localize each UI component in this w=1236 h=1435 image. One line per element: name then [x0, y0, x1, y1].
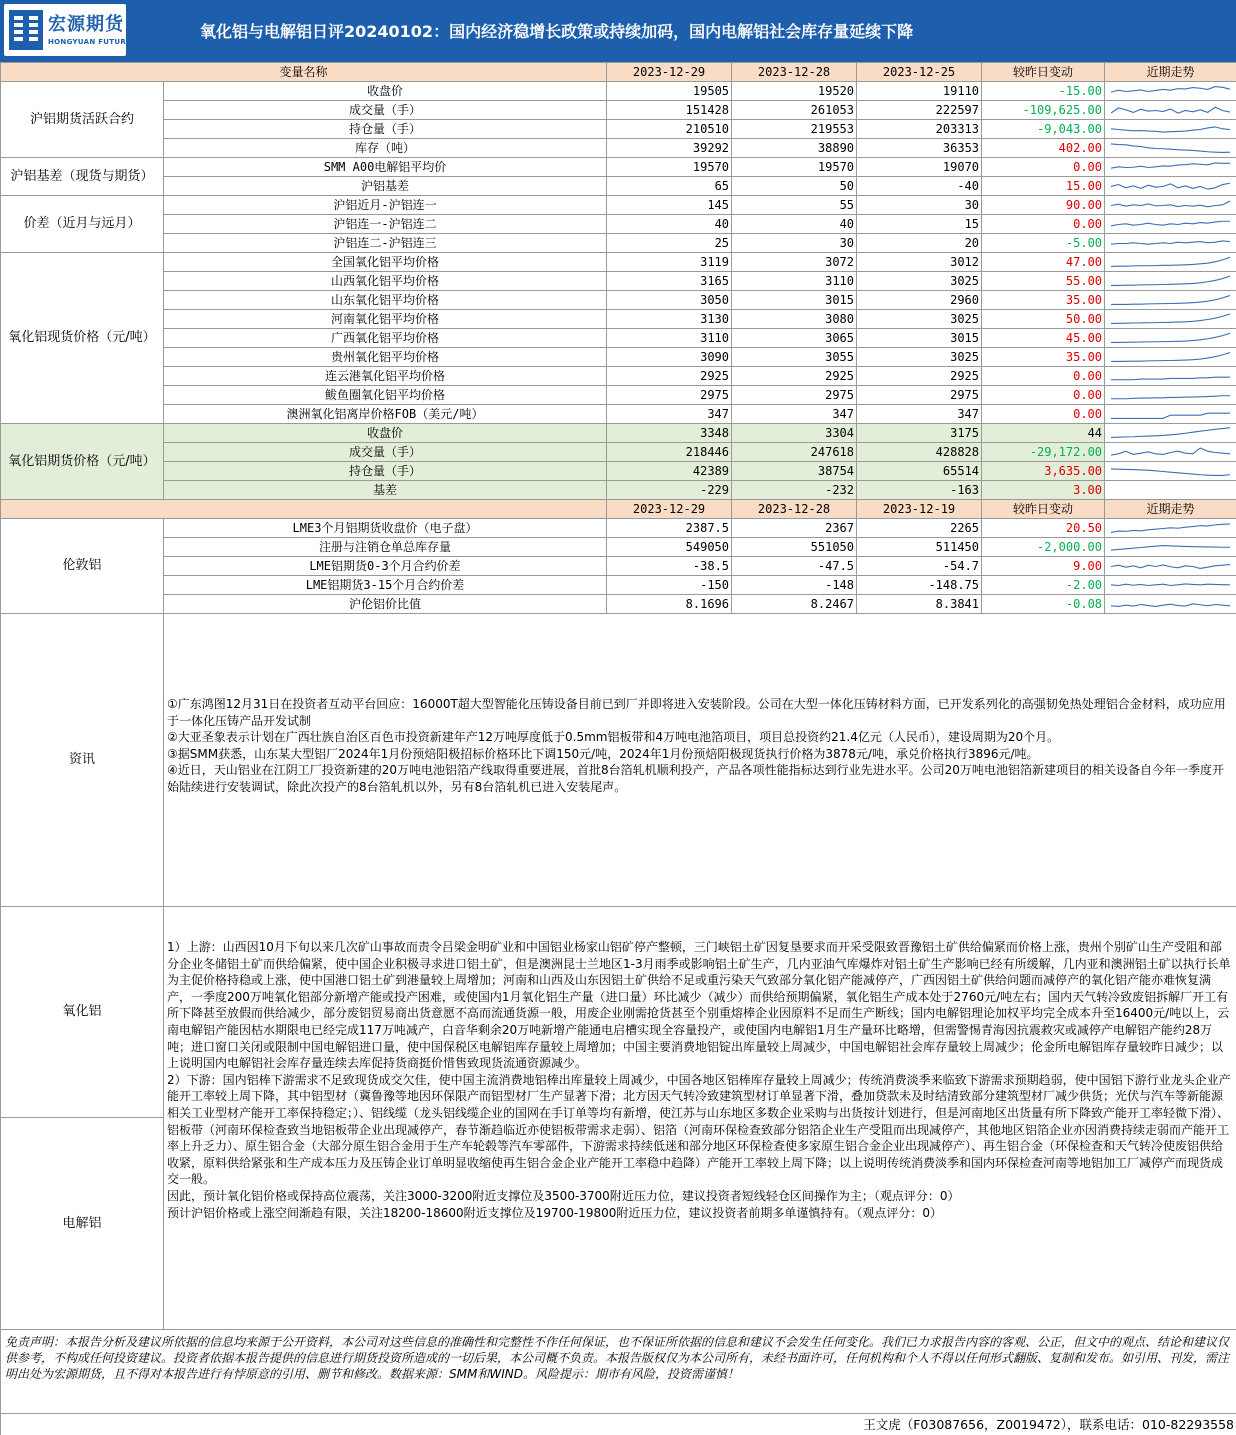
header-variable-name [1, 500, 607, 519]
alumina-analysis [164, 907, 1236, 1330]
trend-sparkline [1105, 481, 1236, 500]
sparkline-chart [1111, 102, 1230, 119]
value-date-3: -54.7 [857, 557, 982, 576]
daily-change: 20.50 [982, 519, 1105, 538]
variable-name: 河南氧化铝平均价格 [164, 310, 607, 329]
table-row [1, 386, 1236, 405]
daily-change: -0.08 [982, 595, 1105, 614]
daily-change: -15.00 [982, 82, 1105, 101]
sparkline-line [1111, 447, 1230, 454]
sparkline-chart [1111, 444, 1230, 461]
alumina-label: 氧化铝 [1, 907, 164, 1118]
daily-change: 15.00 [982, 177, 1105, 196]
value-date-2: 3055 [732, 348, 857, 367]
value-date-2: 261053 [732, 101, 857, 120]
sparkline-line [1111, 583, 1230, 585]
variable-name: 收盘价 [164, 424, 607, 443]
value-date-2: 55 [732, 196, 857, 215]
sparkline-chart [1111, 311, 1230, 328]
value-date-3: 20 [857, 234, 982, 253]
value-date-3: 3175 [857, 424, 982, 443]
trend-sparkline [1105, 367, 1236, 386]
variable-name: 库存（吨） [164, 139, 607, 158]
value-date-2: 50 [732, 177, 857, 196]
header-variable-name: 变量名称 [1, 63, 607, 82]
value-date-1: 3130 [607, 310, 732, 329]
header-date-2: 2023-12-28 [732, 63, 857, 82]
sparkline-line [1111, 276, 1230, 285]
trend-sparkline [1105, 348, 1236, 367]
sparkline-line [1111, 86, 1230, 92]
value-date-3: 36353 [857, 139, 982, 158]
variable-name: 沪铝基差 [164, 177, 607, 196]
sparkline-line [1111, 240, 1230, 243]
sparkline-line [1111, 395, 1230, 398]
variable-name: 广西氧化铝平均价格 [164, 329, 607, 348]
variable-name: 收盘价 [164, 82, 607, 101]
value-date-1: 2975 [607, 386, 732, 405]
variable-name: 成交量（手） [164, 443, 607, 462]
news-label: 资讯 [1, 614, 164, 907]
alumina-analysis-row [1, 907, 1236, 1118]
table-row [1, 348, 1236, 367]
value-date-3: 2975 [857, 386, 982, 405]
trend-sparkline [1105, 253, 1236, 272]
trend-sparkline [1105, 196, 1236, 215]
row-category: 价差（近月与远月） [1, 196, 164, 253]
header-date-3: 2023-12-19 [857, 500, 982, 519]
variable-name: 全国氧化铝平均价格 [164, 253, 607, 272]
table-row [1, 405, 1236, 424]
daily-change: 50.00 [982, 310, 1105, 329]
header-date-2: 2023-12-28 [732, 500, 857, 519]
table-row [1, 557, 1236, 576]
value-date-2: 219553 [732, 120, 857, 139]
header-recent-trend: 近期走势 [1105, 500, 1236, 519]
header-date-1: 2023-12-29 [607, 63, 732, 82]
value-date-2: 30 [732, 234, 857, 253]
column-header-row [1, 500, 1236, 519]
daily-change: 35.00 [982, 348, 1105, 367]
variable-name: 山西氧化铝平均价格 [164, 272, 607, 291]
sparkline-chart [1111, 159, 1230, 176]
table-row [1, 120, 1236, 139]
value-date-1: 347 [607, 405, 732, 424]
trend-sparkline [1105, 215, 1236, 234]
table-row [1, 443, 1236, 462]
table-row [1, 139, 1236, 158]
daily-change: -9,043.00 [982, 120, 1105, 139]
analysis-paragraph: 1）上游：山西因10月下旬以来几次矿山事故而责令吕梁金明矿业和中国铝业杨家山铝矿停产整顿，三门峡铝土矿因复垦要求而开采受限致晋豫铝土矿供给偏紧而价格上涨，贵州个别矿山生产受阻和部分企业冬储铝土矿而供给偏紧，使中国企业积极寻求进口铝土矿，但是澳洲昆士兰地区1-3月雨季或影响铝土矿生产，几内亚油气库爆炸对铝土矿生产影响已经有所缓解，几内亚和澳洲铝土矿以执行长单为主促价格持稳或上涨，使中国港口铝土矿到港量较上周增加；河南和山西及山东因铝土矿供给不足或重污染天气致部分氧化铝产能减停产，广西因铝土矿供给问题而减停产的氧化铝产能亦难恢复满产，一季度200万吨氧化铝部分新增产能或投产困难，或使国内1月氧化铝生产量（进口量）环比减少（减少）而供给预期偏紧，氧化铝生产成本处于2760元/吨左右；国内天气转冷致废铝拆解厂开工有所下降甚至放假而供给减少，部分废铝贸易商出货意愿不高而流通货源一般，用废企业刚需抢货甚至个别重熔棒企业因原料不足而生产断线；国内电解铝理论加权平均完全成本升至16400元/吨以上，云南电解铝产能因枯水期限电已经完成117万吨减产，白音华剩余20万吨新增产能通电启槽实现全容量投产，或使国内电解铝1月生产量环比略增，但需警惕青海因抗震救灾或减停产电解铝产能约28万吨；进口窗口关闭或限制中国电解铝进口量，使中国保税区电解铝库存量较上周增加；中国主要消费地铝锭出库量较上周减少，中国电解铝社会库存量较上周减少；伦金所电解铝库存量较昨日减少；以上说明国内电解铝社会库存量连续去库促持货商挺价惜售致现货流通资源减少。 [167, 940, 1231, 1071]
value-date-1: 25 [607, 234, 732, 253]
value-date-3: 3012 [857, 253, 982, 272]
value-date-1: 218446 [607, 443, 732, 462]
analysis-paragraph: 因此，预计氧化铝价格或保持高位震荡，关注3000-3200附近支撑位及3500-3700附近压力位，建议投资者短线轻仓区间操作为主；（观点评分：0） [167, 1188, 960, 1203]
trend-sparkline [1105, 424, 1236, 443]
value-date-1: -150 [607, 576, 732, 595]
variable-name: 连云港氧化铝平均价格 [164, 367, 607, 386]
daily-change: 0.00 [982, 386, 1105, 405]
table-row [1, 538, 1236, 557]
sparkline-line [1111, 314, 1230, 323]
sparkline-line [1111, 107, 1230, 113]
value-date-1: 151428 [607, 101, 732, 120]
value-date-3: 8.3841 [857, 595, 982, 614]
trend-sparkline [1105, 291, 1236, 310]
value-date-3: 3015 [857, 329, 982, 348]
table-row [1, 196, 1236, 215]
sparkline-line [1111, 162, 1230, 167]
daily-change: 3.00 [982, 481, 1105, 500]
value-date-1: -229 [607, 481, 732, 500]
value-date-2: 247618 [732, 443, 857, 462]
header-date-1: 2023-12-29 [607, 500, 732, 519]
trend-sparkline [1105, 557, 1236, 576]
report-header [0, 0, 1236, 62]
value-date-2: 8.2467 [732, 595, 857, 614]
sparkline-chart [1111, 235, 1230, 252]
table-row [1, 215, 1236, 234]
value-date-3: -40 [857, 177, 982, 196]
variable-name: 澳洲氧化铝离岸价格FOB（美元/吨） [164, 405, 607, 424]
header-date-3: 2023-12-25 [857, 63, 982, 82]
value-date-2: 3080 [732, 310, 857, 329]
sparkline-chart [1111, 254, 1230, 271]
sparkline-chart [1111, 577, 1230, 594]
sparkline-chart [1111, 197, 1230, 214]
value-date-1: 8.1696 [607, 595, 732, 614]
analyst-contact: 王文虎（F03087656，Z0019472），联系电话：010-82293558 [1, 1414, 1236, 1435]
sparkline-chart [1111, 121, 1230, 138]
sparkline-chart [1111, 463, 1230, 480]
value-date-3: 30 [857, 196, 982, 215]
logo-mark-icon [9, 10, 43, 50]
news-item: ①广东鸿图12月31日在投资者互动平台回应：16000T超大型智能化压铸设备目前已到厂并即将进入安装阶段。公司在大型一体化压铸材料方面，已开发系列化的高强韧免热处理铝合金材料，成功应用于一体化压铸产品开发试制 [167, 697, 1226, 728]
daily-change: 0.00 [982, 158, 1105, 177]
table-row [1, 329, 1236, 348]
sparkline-line [1111, 413, 1230, 418]
sparkline-line [1111, 257, 1230, 266]
daily-change: 0.00 [982, 215, 1105, 234]
variable-name: 鲅鱼圈氧化铝平均价格 [164, 386, 607, 405]
value-date-1: 65 [607, 177, 732, 196]
sparkline-line [1111, 427, 1230, 437]
value-date-2: 38754 [732, 462, 857, 481]
sparkline-chart [1111, 406, 1230, 423]
news-row [1, 614, 1236, 907]
value-date-3: 222597 [857, 101, 982, 120]
value-date-2: 551050 [732, 538, 857, 557]
value-date-2: 19520 [732, 82, 857, 101]
value-date-3: 19110 [857, 82, 982, 101]
variable-name: 沪铝近月-沪铝连一 [164, 196, 607, 215]
logo-english-name: HONGYUAN FUTURES [48, 38, 137, 46]
value-date-3: 2265 [857, 519, 982, 538]
variable-name: 注册与注销仓单总库存量 [164, 538, 607, 557]
value-date-1: 19570 [607, 158, 732, 177]
value-date-1: 40 [607, 215, 732, 234]
table-row [1, 519, 1236, 538]
trend-sparkline [1105, 329, 1236, 348]
value-date-1: 2387.5 [607, 519, 732, 538]
variable-name: SMM A00电解铝平均价 [164, 158, 607, 177]
value-date-2: 2975 [732, 386, 857, 405]
logo-chinese-name: 宏源期货 [48, 14, 124, 35]
sparkline-chart [1111, 292, 1230, 309]
value-date-3: 203313 [857, 120, 982, 139]
sparkline-chart [1111, 520, 1230, 537]
value-date-3: 2960 [857, 291, 982, 310]
value-date-1: 19505 [607, 82, 732, 101]
variable-name: 持仓量（手） [164, 462, 607, 481]
value-date-2: 3015 [732, 291, 857, 310]
variable-name: 沪铝连二-沪铝连三 [164, 234, 607, 253]
value-date-2: 2925 [732, 367, 857, 386]
sparkline-line [1111, 200, 1230, 206]
value-date-1: 3110 [607, 329, 732, 348]
value-date-2: 38890 [732, 139, 857, 158]
value-date-3: 19070 [857, 158, 982, 177]
trend-sparkline [1105, 139, 1236, 158]
table-row [1, 253, 1236, 272]
value-date-2: -148 [732, 576, 857, 595]
analysis-paragraph: 预计沪铝价格或上涨空间渐趋有限，关注18200-18600附近支撑位及19700-19800附近压力位，建议投资者前期多单谨慎持有。（观点评分：0） [167, 1205, 942, 1220]
daily-change: -29,172.00 [982, 443, 1105, 462]
value-date-1: 42389 [607, 462, 732, 481]
daily-change: -5.00 [982, 234, 1105, 253]
daily-change: -2.00 [982, 576, 1105, 595]
table-row [1, 310, 1236, 329]
contact-row [1, 1414, 1236, 1435]
daily-change: 44 [982, 424, 1105, 443]
row-category: 伦敦铝 [1, 519, 164, 614]
trend-sparkline [1105, 519, 1236, 538]
sparkline-chart [1111, 425, 1230, 442]
value-date-3: 428828 [857, 443, 982, 462]
news-item: ③据SMM获悉，山东某大型铝厂2024年1月份预焙阳极招标价格环比下调150元/吨，2024年1月份预焙阳极现货执行价格为3878元/吨，承兑价格执行3896元/吨。 [167, 746, 1039, 761]
value-date-1: 3090 [607, 348, 732, 367]
daily-change: 45.00 [982, 329, 1105, 348]
sparkline-chart [1111, 558, 1230, 575]
variable-name: 沪铝连一-沪铝连二 [164, 215, 607, 234]
table-row [1, 576, 1236, 595]
trend-sparkline [1105, 272, 1236, 291]
table-row [1, 595, 1236, 614]
daily-change: 3,635.00 [982, 462, 1105, 481]
sparkline-chart [1111, 596, 1230, 613]
aluminum-label: 电解铝 [1, 1118, 164, 1330]
value-date-1: 2925 [607, 367, 732, 386]
daily-change: 0.00 [982, 367, 1105, 386]
value-date-3: -148.75 [857, 576, 982, 595]
trend-sparkline [1105, 120, 1236, 139]
column-header-row [1, 63, 1236, 82]
value-date-3: 511450 [857, 538, 982, 557]
value-date-2: -232 [732, 481, 857, 500]
value-date-1: 3119 [607, 253, 732, 272]
trend-sparkline [1105, 595, 1236, 614]
news-item: ④近日，天山铝业在江阴工厂投资新建的20万吨电池铝箔产线取得重要进展，首批8台箔轧机顺利投产，产品各项性能指标达到行业先进水平。公司20万吨电池铝箔新建项目的相关设备自今年一季度开始陆续进行安装调试，除此次投产的8台箔轧机以外，另有8台箔轧机已进入安装尾声。 [167, 763, 1224, 794]
sparkline-chart [1111, 330, 1230, 347]
trend-sparkline [1105, 538, 1236, 557]
trend-sparkline [1105, 443, 1236, 462]
row-category: 氧化铝现货价格（元/吨） [1, 253, 164, 424]
value-date-2: 3304 [732, 424, 857, 443]
value-date-3: 65514 [857, 462, 982, 481]
sparkline-line [1111, 603, 1230, 606]
value-date-1: 3165 [607, 272, 732, 291]
value-date-2: -47.5 [732, 557, 857, 576]
value-date-2: 347 [732, 405, 857, 424]
trend-sparkline [1105, 177, 1236, 196]
sparkline-line [1111, 523, 1230, 531]
table-row [1, 177, 1236, 196]
value-date-2: 3110 [732, 272, 857, 291]
table-row [1, 424, 1236, 443]
table-row [1, 462, 1236, 481]
sparkline-line [1111, 333, 1230, 342]
value-date-1: 210510 [607, 120, 732, 139]
table-row [1, 481, 1236, 500]
sparkline-line [1111, 126, 1230, 131]
trend-sparkline [1105, 405, 1236, 424]
sparkline-chart [1111, 387, 1230, 404]
table-row [1, 234, 1236, 253]
daily-change: -109,625.00 [982, 101, 1105, 120]
sparkline-line [1111, 295, 1230, 304]
header-recent-trend: 近期走势 [1105, 63, 1236, 82]
row-category: 氧化铝期货价格（元/吨） [1, 424, 164, 500]
sparkline-chart [1111, 140, 1230, 157]
trend-sparkline [1105, 310, 1236, 329]
value-date-2: 2367 [732, 519, 857, 538]
daily-data-table [0, 62, 1236, 1435]
value-date-1: 549050 [607, 538, 732, 557]
value-date-1: 3348 [607, 424, 732, 443]
table-row [1, 101, 1236, 120]
value-date-3: -163 [857, 481, 982, 500]
variable-name: 贵州氧化铝平均价格 [164, 348, 607, 367]
variable-name: 成交量（手） [164, 101, 607, 120]
sparkline-chart [1111, 216, 1230, 233]
sparkline-line [1111, 221, 1230, 226]
value-date-3: 2925 [857, 367, 982, 386]
table-row [1, 272, 1236, 291]
row-category: 沪铝基差（现货与期货） [1, 158, 164, 196]
sparkline-line [1111, 377, 1230, 380]
daily-change: 55.00 [982, 272, 1105, 291]
daily-change: -2,000.00 [982, 538, 1105, 557]
daily-change: 35.00 [982, 291, 1105, 310]
value-date-1: -38.5 [607, 557, 732, 576]
value-date-2: 19570 [732, 158, 857, 177]
sparkline-line [1111, 143, 1230, 151]
header-daily-change: 较昨日变动 [982, 500, 1105, 519]
value-date-3: 3025 [857, 348, 982, 367]
trend-sparkline [1105, 82, 1236, 101]
variable-name: LME铝期货0-3个月合约价差 [164, 557, 607, 576]
disclaimer-text: 免责声明：本报告分析及建议所依据的信息均来源于公开资料，本公司对这些信息的准确性和完整性不作任何保证，也不保证所依据的信息和建议不会发生任何变化。我们已力求报告内容的客观、公正，但文中的观点、结论和建议仅供参考，不构成任何投资建议。投资者依据本报告提供的信息进行期货投资所造成的一切后果，本公司概不负责。本报告版权仅为本公司所有，未经书面许可，任何机构和个人不得以任何形式翻版、复制和发布。如引用、刊发，需注明出处为宏源期货，且不得对本报告进行有悖原意的引用、删节和修改。数据来源：SMM和WIND。风险提示：期市有风险，投资需谨慎！ [1, 1330, 1236, 1414]
daily-change: 47.00 [982, 253, 1105, 272]
analysis-paragraph: 2）下游：国内铝棒下游需求不足致现货成交欠佳，使中国主流消费地铝棒出库量较上周减少，中国各地区铝棒库存量较上周减少；传统消费淡季来临致下游需求预期趋弱，使中国铝下游行业龙头企业产能开工率较上周下降，其中铝型材（冀鲁豫等地因环保限产而铝型材厂生产显著下滑；北方因天气转冷致建筑型材订单显著下滑，叠加贷款未及时结清致部分建筑型材厂减少供货；光伏与汽车等新能源相关工业型材产能开工率保持稳定；）、铝线缆（龙头铝线缆企业的国网在手订单等均有新增，使江苏与山东地区多数企业采购与出货按计划进行，但是河南地区出货量有所下降致产能开工率轻微下滑）、铝板带（河南环保检查致当地铝板带企业出现减停产，春节渐趋临近亦使铝板带需求走弱）、铝箔（河南环保检查致部分铝箔企业生产受阻而出现减停产，其他地区铝箔企业亦因消费持续走弱而产能开工率上升乏力）、原生铝合金（大部分原生铝合金用于生产车轮毂等汽车零部件，下游需求持续低迷和部分地区环保检查使多家原生铝合金企业出现减停产）、再生铝合金（环保检查和天气转冷使废铝供给收紧，原料供给紧张和生产成本压力及压铸企业订单明显收缩使再生铝合金企业产能开工率稳中趋降）产能开工率较上周下降；以上说明传统消费淡季和国内环保检查河南等地铝加工厂减停产而现货成交一般。 [167, 1072, 1231, 1187]
value-date-1: 145 [607, 196, 732, 215]
sparkline-chart [1111, 178, 1230, 195]
table-row [1, 367, 1236, 386]
sparkline-chart [1111, 349, 1230, 366]
sparkline-chart [1111, 368, 1230, 385]
value-date-2: 3072 [732, 253, 857, 272]
daily-change: 0.00 [982, 405, 1105, 424]
variable-name: LME铝期货3-15个月合约价差 [164, 576, 607, 595]
daily-change: 90.00 [982, 196, 1105, 215]
variable-name: 持仓量（手） [164, 120, 607, 139]
variable-name: 山东氧化铝平均价格 [164, 291, 607, 310]
sparkline-line [1111, 352, 1230, 361]
company-logo [4, 4, 137, 56]
variable-name: 基差 [164, 481, 607, 500]
table-row [1, 82, 1236, 101]
news-item: ②大亚圣象表示计划在广西壮族自治区百色市投资新建年产12万吨厚度低于0.5mm铝板带和4万吨电池箔项目，项目总投资约21.4亿元（人民币），建设周期为20个月。 [167, 730, 1060, 745]
sparkline-line [1111, 545, 1230, 550]
value-date-3: 15 [857, 215, 982, 234]
trend-sparkline [1105, 158, 1236, 177]
trend-sparkline [1105, 386, 1236, 405]
value-date-2: 3065 [732, 329, 857, 348]
variable-name: LME3个月铝期货收盘价（电子盘） [164, 519, 607, 538]
table-row [1, 158, 1236, 177]
header-daily-change: 较昨日变动 [982, 63, 1105, 82]
value-date-1: 39292 [607, 139, 732, 158]
variable-name: 沪伦铝价比值 [164, 595, 607, 614]
value-date-3: 3025 [857, 310, 982, 329]
sparkline-chart [1111, 83, 1230, 100]
sparkline-line [1111, 183, 1230, 189]
disclaimer-row [1, 1330, 1236, 1414]
value-date-3: 3025 [857, 272, 982, 291]
news-content [164, 614, 1236, 907]
trend-sparkline [1105, 576, 1236, 595]
daily-change: 9.00 [982, 557, 1105, 576]
value-date-1: 3050 [607, 291, 732, 310]
row-category: 沪铝期货活跃合约 [1, 82, 164, 158]
sparkline-line [1111, 468, 1230, 475]
report-title: 氧化铝与电解铝日评20240102：国内经济稳增长政策或持续加码，国内电解铝社会库存量延续下降 [200, 22, 914, 41]
trend-sparkline [1105, 462, 1236, 481]
trend-sparkline [1105, 101, 1236, 120]
sparkline-line [1111, 564, 1230, 568]
value-date-3: 347 [857, 405, 982, 424]
value-date-2: 40 [732, 215, 857, 234]
table-row [1, 291, 1236, 310]
daily-change: 402.00 [982, 139, 1105, 158]
trend-sparkline [1105, 234, 1236, 253]
sparkline-chart [1111, 273, 1230, 290]
sparkline-chart [1111, 539, 1230, 556]
